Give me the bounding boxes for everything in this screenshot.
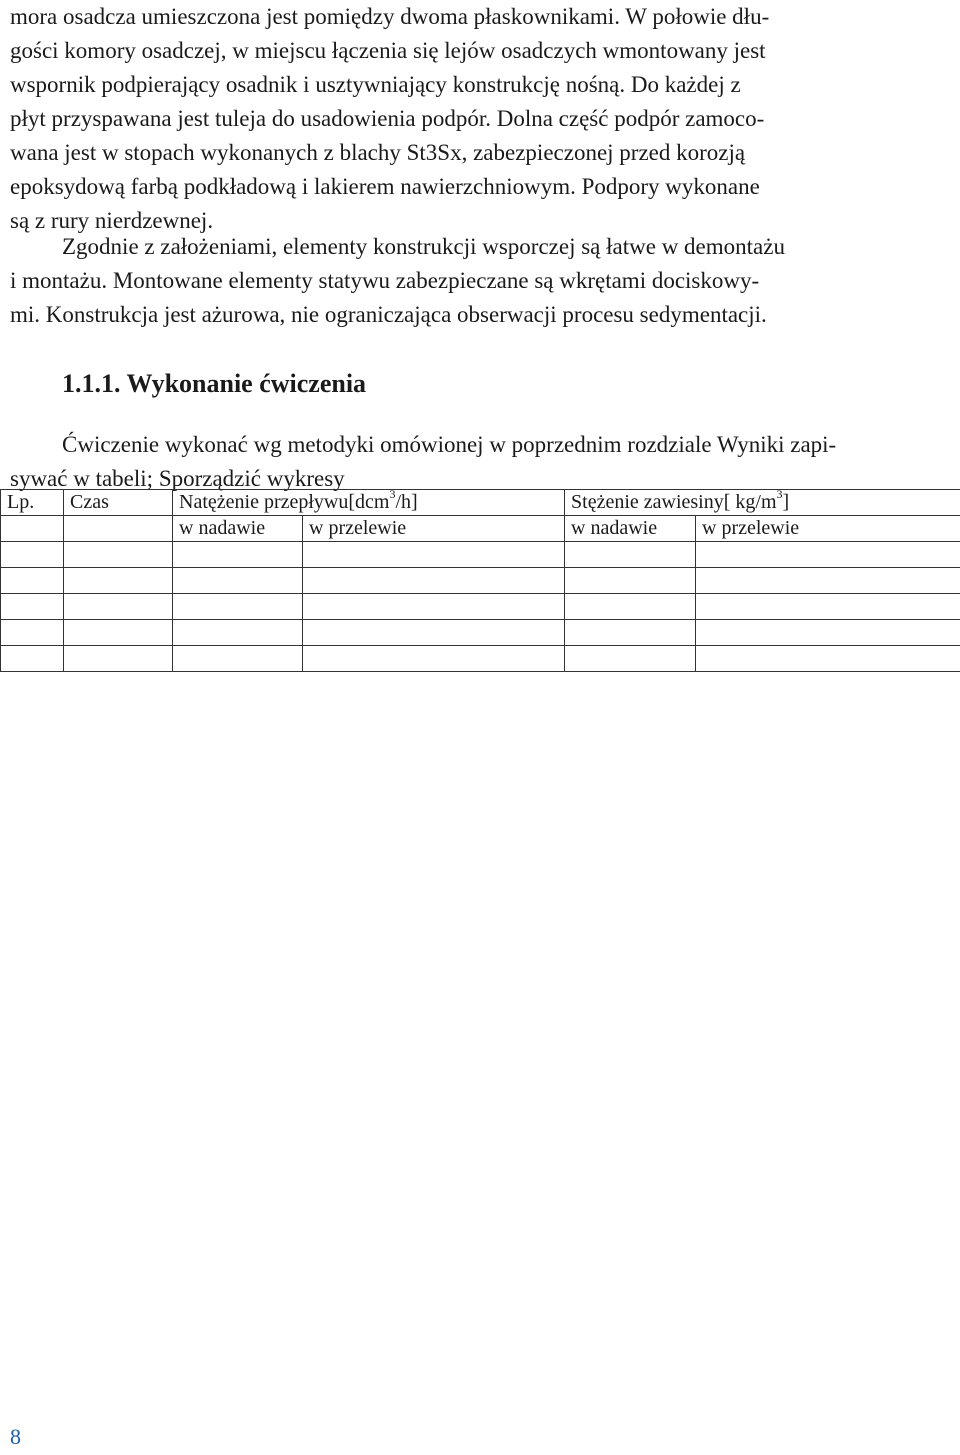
text-line: sywać w tabeli; Sporządzić wykresy — [10, 466, 345, 491]
table-cell — [565, 568, 696, 594]
table-cell — [303, 620, 565, 646]
table-row — [1, 620, 960, 646]
table-cell — [64, 542, 173, 568]
text-line: i montażu. Montowane elementy statywu zabezpieczane są wkrętami dociskowy- — [10, 268, 760, 293]
table-cell — [173, 568, 303, 594]
table-cell — [303, 568, 565, 594]
table-cell — [173, 646, 303, 672]
header-lp: Lp. — [1, 490, 64, 516]
paragraph-1 — [10, 0, 950, 238]
text-line: wspornik podpierający osadnik i usztywniający konstrukcję nośną. Do każdej z — [10, 72, 741, 97]
table-cell — [696, 542, 960, 568]
text-line: wana jest w stopach wykonanych z blachy St3Sx, zabezpieczonej przed korozją — [10, 140, 746, 165]
text-line: gości komory osadczej, w miejscu łączenia się lejów osadczych wmontowany jest — [10, 38, 766, 63]
table-cell — [696, 594, 960, 620]
table-cell — [1, 568, 64, 594]
table-body — [1, 542, 960, 672]
table-cell — [173, 542, 303, 568]
page-number: 8 — [10, 1424, 21, 1449]
table-cell — [1, 646, 64, 672]
table-cell — [64, 568, 173, 594]
table-cell — [1, 516, 64, 542]
table-subheader-row — [1, 516, 960, 542]
table-cell — [303, 594, 565, 620]
text-line: Zgodnie z założeniami, elementy konstrukcji wsporczej są łatwe w demontażu — [62, 234, 785, 259]
text-line: mi. Konstrukcja jest ażurowa, nie ograniczająca obserwacji procesu sedymentacji. — [10, 302, 767, 327]
text-line: są z rury nierdzewnej. — [10, 208, 214, 233]
header-conc-prefix: Stężenie zawiesiny[ kg/m — [571, 491, 777, 513]
paragraph-2 — [10, 230, 950, 332]
table-row — [1, 646, 960, 672]
header-flow-prefix: Natężenie przepływu[dcm — [179, 491, 390, 513]
table-cell — [173, 620, 303, 646]
text-line: mora osadcza umieszczona jest pomiędzy dwoma płaskownikami. W połowie dłu- — [10, 4, 770, 29]
table-cell — [565, 646, 696, 672]
table-header-row — [1, 490, 960, 516]
header-flow-suffix: /h] — [395, 491, 418, 513]
subheader-conc-inlet: w nadawie — [565, 516, 696, 542]
table-cell — [64, 620, 173, 646]
table-cell — [565, 542, 696, 568]
table-row — [1, 568, 960, 594]
table-cell — [1, 542, 64, 568]
text-line: Ćwiczenie wykonać wg metodyki omówionej w poprzednim rozdziale Wyniki zapi- — [62, 432, 837, 457]
table-cell — [303, 542, 565, 568]
text-line: epoksydową farbą podkładową i lakierem nawierzchniowym. Podpory wykonane — [10, 174, 760, 199]
table-cell — [565, 620, 696, 646]
table-cell — [1, 620, 64, 646]
table-cell — [696, 568, 960, 594]
table-cell — [64, 594, 173, 620]
subheader-flow-overflow: w przelewie — [303, 516, 565, 542]
table-row — [1, 542, 960, 568]
header-conc-suffix: ] — [782, 491, 790, 513]
header-czas: Czas — [64, 490, 173, 516]
table-cell — [696, 646, 960, 672]
header-flow-rate — [173, 490, 565, 516]
table-cell — [64, 516, 173, 542]
table-cell — [303, 646, 565, 672]
text-line: płyt przyspawana jest tuleja do usadowienia podpór. Dolna część podpór zamoco- — [10, 106, 765, 131]
subheader-flow-inlet: w nadawie — [173, 516, 303, 542]
results-table — [0, 489, 960, 672]
table-cell — [64, 646, 173, 672]
section-heading: 1.1.1. Wykonanie ćwiczenia — [62, 369, 367, 398]
table-cell — [173, 594, 303, 620]
subheader-conc-overflow: w przelewie — [696, 516, 960, 542]
table-cell — [696, 620, 960, 646]
header-flow-sup: 3 — [389, 489, 396, 502]
table-row — [1, 594, 960, 620]
table-cell — [1, 594, 64, 620]
header-conc-sup: 3 — [776, 489, 783, 502]
header-concentration — [565, 490, 960, 516]
paragraph-3 — [10, 428, 950, 496]
table-cell — [565, 594, 696, 620]
